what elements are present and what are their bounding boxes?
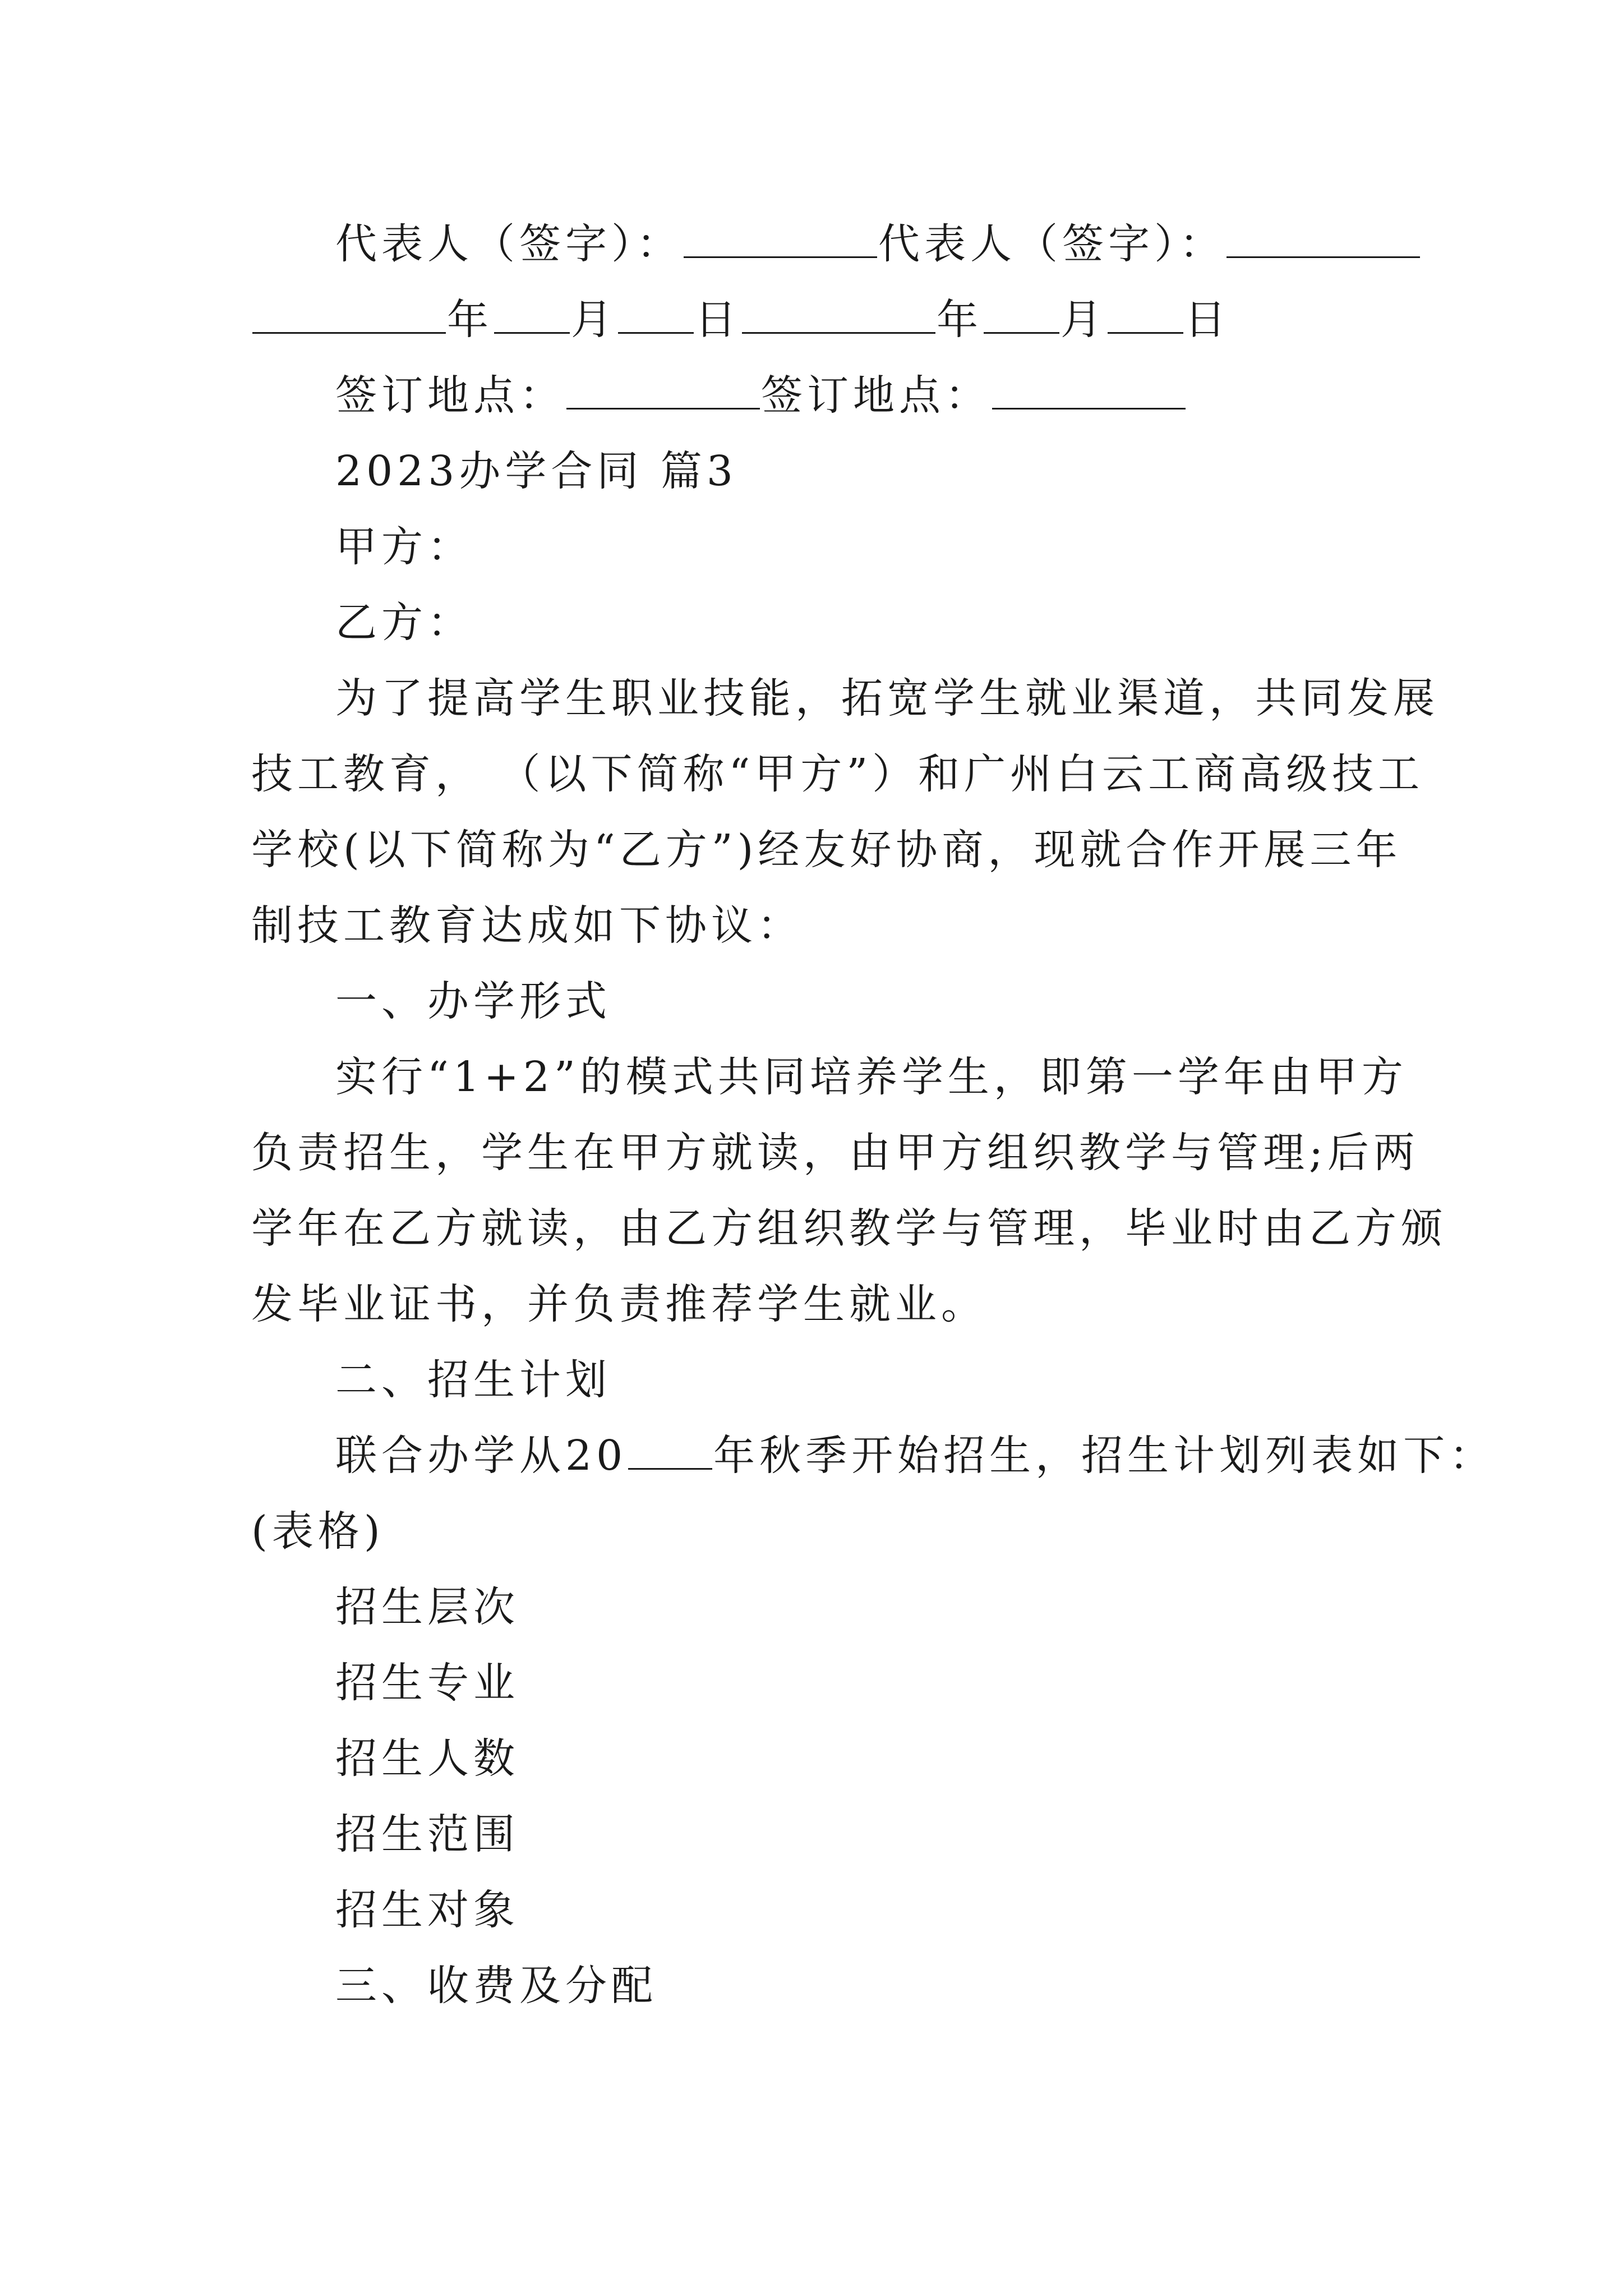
plan-item: 招生范围 (335, 1810, 519, 1858)
rep-label-a: 代表人（签字）： (335, 220, 683, 268)
plan-text-line (335, 1428, 1495, 1484)
table-note: (表格) (251, 1507, 385, 1556)
month-label-b: 月 (1061, 296, 1106, 344)
year-label-a: 年 (447, 296, 493, 344)
rep-label-b: 代表人（签字）： (878, 220, 1225, 268)
form-text-line: 学年在乙方就读，由乙方组织教学与管理，毕业时由乙方颁 (251, 1204, 1447, 1253)
year-blank-a (252, 297, 446, 334)
year-blank-b (742, 297, 935, 334)
day-blank-a (618, 297, 694, 334)
signature-date-line (251, 292, 1230, 348)
party-a: 甲方： (335, 523, 473, 571)
plan-item: 招生对象 (335, 1886, 519, 1934)
plan-item: 招生专业 (335, 1659, 519, 1707)
place-label-b: 签订地点： (761, 371, 991, 420)
day-blank-b (1108, 297, 1183, 334)
place-blank-a (566, 373, 760, 409)
plan-year-blank (628, 1433, 712, 1470)
intro-line: 学校(以下简称为“乙方”)经友好协商，现就合作开展三年 (251, 826, 1402, 874)
form-text-line: 发毕业证书，并负责推荐学生就业。 (251, 1280, 987, 1328)
signature-place-line (335, 367, 1187, 424)
section-title: 2023办学合同 篇3 (335, 447, 737, 495)
form-text-line: 实行“1+2”的模式共同培养学生，即第一学年由甲方 (335, 1053, 1408, 1101)
place-blank-b (992, 373, 1186, 409)
plan-text-post: 年秋季开始招生，招生计划列表如下： (713, 1432, 1496, 1480)
year-label-b: 年 (937, 296, 983, 344)
plan-item: 招生人数 (335, 1734, 519, 1783)
heading-fees: 三、收费及分配 (335, 1962, 657, 2010)
form-text-line: 负责招生，学生在甲方就读，由甲方组织教学与管理;后两 (251, 1129, 1419, 1177)
intro-line: 技工教育， （以下简称“甲方”）和广州白云工商高级技工 (251, 750, 1424, 798)
heading-school-form: 一、办学形式 (335, 977, 611, 1025)
day-label-b: 日 (1184, 296, 1230, 344)
intro-line: 制技工教育达成如下协议： (251, 901, 803, 950)
month-blank-b (984, 297, 1059, 334)
plan-item: 招生层次 (335, 1583, 519, 1631)
signature-representative-line (335, 216, 1421, 272)
heading-enrollment-plan: 二、招生计划 (335, 1356, 611, 1404)
day-label-a: 日 (695, 296, 741, 344)
rep-blank-a (684, 222, 877, 258)
intro-line: 为了提高学生职业技能，拓宽学生就业渠道，共同发展 (335, 674, 1439, 723)
party-b: 乙方： (335, 599, 473, 647)
rep-blank-b (1227, 222, 1420, 258)
month-blank-a (494, 297, 570, 334)
place-label-a: 签订地点： (335, 371, 565, 420)
plan-text-pre: 联合办学从20 (335, 1432, 628, 1480)
month-label-a: 月 (571, 296, 617, 344)
